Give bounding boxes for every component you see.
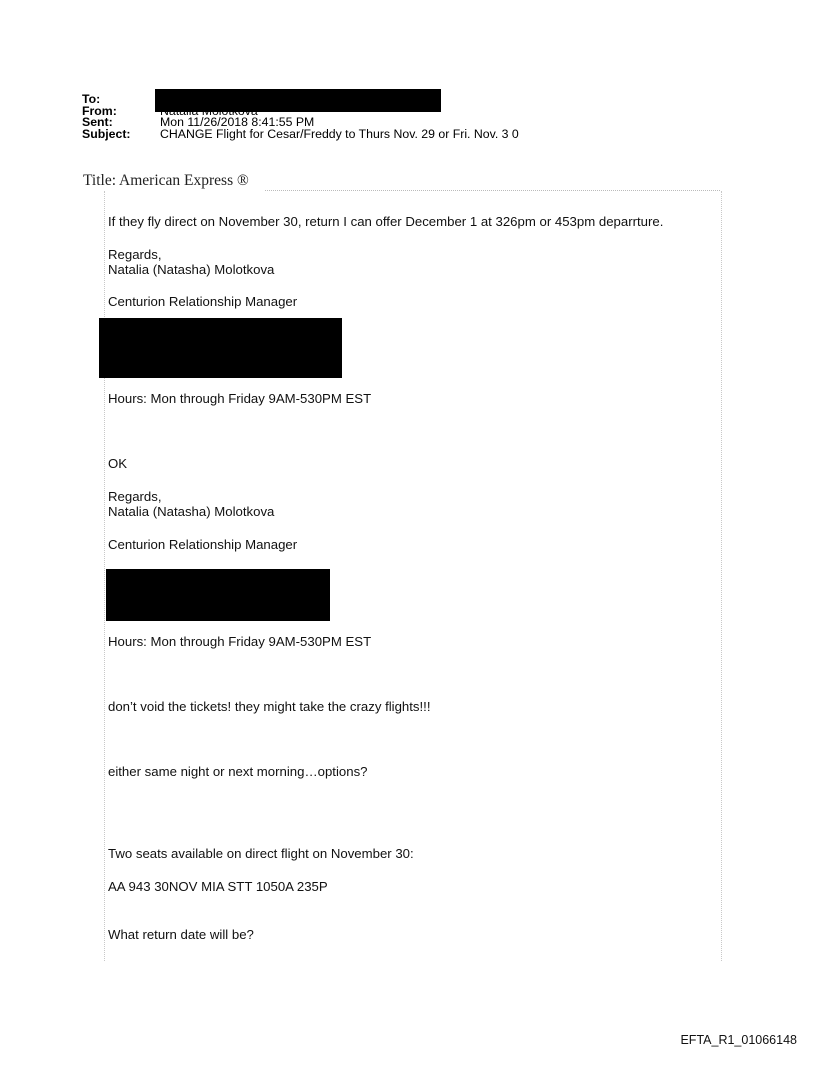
message-line-options: either same night or next morning…options? [108,764,368,779]
regards-text: Regards, [108,489,162,504]
redacted-block [99,318,342,378]
message-line-void: don’t void the tickets! they might take the crazy flights!!! [108,699,431,714]
message-line-seats: Two seats available on direct flight on November 30: [108,846,414,861]
signature-name: Natalia (Natasha) Molotkova [108,504,275,519]
subject-value: CHANGE Flight for Cesar/Freddy to Thurs Nov. 29 or Fri. Nov. 3 0 [160,126,519,141]
from-value: Natalia Molotkova [160,103,258,118]
document-title: Title: American Express ® [83,172,249,189]
signature-role: Centurion Relationship Manager [108,294,298,309]
redacted-block [106,569,330,621]
sent-value: Mon 11/26/2018 8:41:55 PM [160,115,315,129]
to-label: To: [82,92,101,106]
document-id: EFTA_R1_01066148 [680,1033,797,1047]
message-line-return: What return date will be? [108,927,254,942]
subject-label: Subject: [82,126,131,141]
sent-label: Sent: [82,115,113,129]
regards-text: Regards, [108,247,162,262]
flight-details: AA 943 30NOV MIA STT 1050A 235P [108,879,328,894]
from-label: From: [82,103,117,118]
message-line-offer: If they fly direct on November 30, return I can offer December 1 at 326pm or 453pm deparrture. [108,214,664,229]
signature-role: Centurion Relationship Manager [108,537,298,552]
email-header [82,94,519,140]
signature-name: Natalia (Natasha) Molotkova [108,262,275,277]
hours-text: Hours: Mon through Friday 9AM-530PM EST [108,634,372,649]
hours-text: Hours: Mon through Friday 9AM-530PM EST [108,391,372,406]
reply-ok: OK [108,456,128,471]
